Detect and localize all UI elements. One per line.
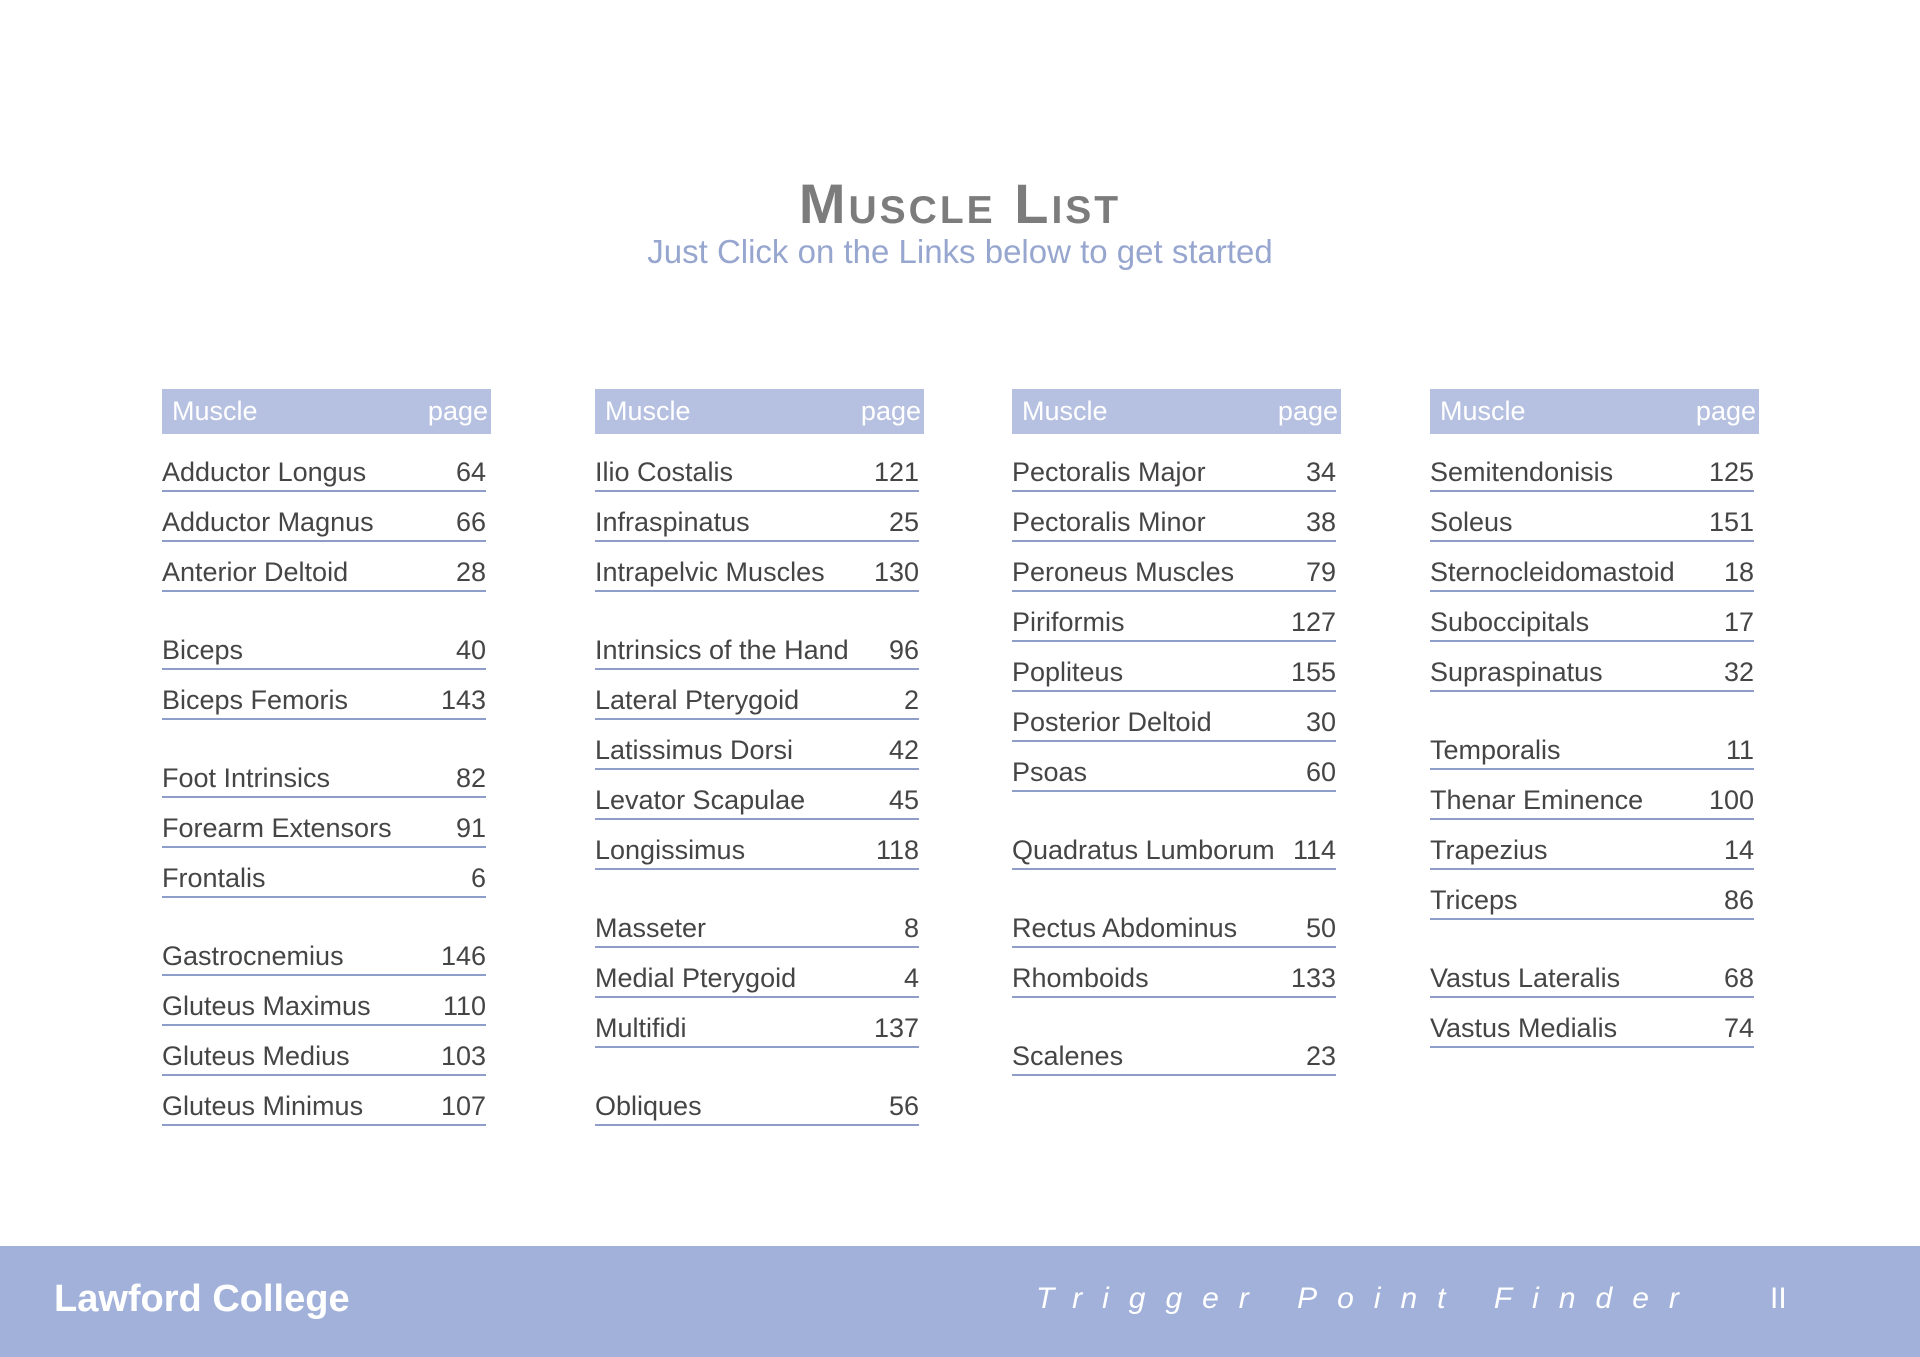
muscle-name: Longissimus [595,835,746,865]
muscle-column-1 [162,389,491,1128]
footer-tagline: Trigger Point Finder [1036,1282,1699,1315]
muscle-name: Trapezius [1430,835,1548,865]
page-number-link: 74 [1723,1013,1754,1043]
muscle-link[interactable] [162,622,486,670]
muscle-link[interactable] [162,672,486,720]
page-number-link: 86 [1723,885,1754,915]
muscle-column-2 [595,389,924,1128]
muscle-name: Psoas [1012,757,1088,787]
muscle-name: Triceps [1430,885,1518,915]
muscle-link-list [595,444,919,1126]
muscle-link[interactable] [1430,544,1754,592]
muscle-name: Gastrocnemius [162,941,344,971]
column-header-muscle: Muscle [1440,396,1526,426]
page-number-link: 100 [1708,785,1754,815]
page-number-link: 32 [1723,657,1754,687]
muscle-link[interactable] [595,950,919,998]
page-number-link: 143 [440,685,486,715]
muscle-link-list [162,444,486,1126]
muscle-link[interactable] [1430,950,1754,998]
muscle-link[interactable] [595,772,919,820]
muscle-name: Soleus [1430,507,1513,537]
muscle-link[interactable] [1430,722,1754,770]
column-header-page: page [1695,396,1756,426]
page-number-link: 23 [1305,1041,1336,1071]
muscle-name: Intrinsics of the Hand [595,635,849,665]
muscle-name: Suboccipitals [1430,607,1590,637]
muscle-link[interactable] [162,850,486,898]
muscle-name: Ilio Costalis [595,457,734,487]
muscle-name: Piriformis [1012,607,1125,637]
muscle-name: Popliteus [1012,657,1124,687]
muscle-link[interactable] [1012,694,1336,742]
page-number-link: 137 [873,1013,919,1043]
muscle-link[interactable] [1012,950,1336,998]
muscle-name: Intrapelvic Muscles [595,557,825,587]
muscle-link[interactable] [595,544,919,592]
page-number-link: 125 [1708,457,1754,487]
page-number-link: 2 [903,685,919,715]
muscle-link[interactable] [1430,772,1754,820]
page-number-link: 121 [873,457,919,487]
muscle-name: Infraspinatus [595,507,750,537]
page-number-link: 114 [1292,835,1336,865]
muscle-link[interactable] [162,978,486,1026]
page-number-link: 34 [1305,457,1336,487]
muscle-name: Biceps Femoris [162,685,349,715]
muscle-name: Frontalis [162,863,266,893]
muscle-link[interactable] [595,622,919,670]
muscle-link[interactable] [595,900,919,948]
page-number-link: 151 [1708,507,1754,537]
muscle-column-4 [1430,389,1759,1050]
muscle-name: Anterior Deltoid [162,557,349,587]
page-number-link: 11 [1725,735,1754,765]
page-number-link: 25 [888,507,919,537]
page-number-link: 40 [455,635,486,665]
page-number-link: 130 [873,557,919,587]
muscle-name: Forearm Extensors [162,813,392,843]
column-header-muscle: Muscle [172,396,258,426]
page-number-link: 127 [1290,607,1336,637]
page-number-link: 38 [1305,507,1336,537]
muscle-link[interactable] [1430,444,1754,492]
page-number-link: 60 [1305,757,1336,787]
page-number-link: 30 [1305,707,1336,737]
muscle-name: Lateral Pterygoid [595,685,800,715]
muscle-link[interactable] [1012,744,1336,792]
muscle-name: Temporalis [1430,735,1561,765]
page-number-link: 42 [888,735,919,765]
muscle-name: Pectoralis Minor [1012,507,1206,537]
page-number-link: 6 [470,863,486,893]
page-title: Muscle List [798,172,1122,235]
muscle-name: Supraspinatus [1430,657,1603,687]
page-number-link: 28 [455,557,486,587]
muscle-link[interactable] [1430,494,1754,542]
muscle-link[interactable] [1012,594,1336,642]
muscle-link[interactable] [1430,644,1754,692]
muscle-link[interactable] [1430,872,1754,920]
muscle-link[interactable] [162,1078,486,1126]
muscle-link[interactable] [595,822,919,870]
page-number-link: 133 [1290,963,1336,993]
muscle-name: Gluteus Minimus [162,1091,364,1121]
page-number-link: 107 [440,1091,486,1121]
muscle-name: Obliques [595,1091,702,1121]
muscle-link[interactable] [1012,822,1336,870]
page-number: II [1770,1282,1787,1315]
muscle-link[interactable] [595,672,919,720]
muscle-name: Latissimus Dorsi [595,735,794,765]
muscle-name: Vastus Medialis [1430,1013,1618,1043]
muscle-name: Gluteus Maximus [162,991,371,1021]
page-number-link: 155 [1290,657,1336,687]
muscle-name: Posterior Deltoid [1012,707,1212,737]
column-header [1430,389,1759,434]
muscle-name: Gluteus Medius [162,1041,350,1071]
muscle-name: Vastus Lateralis [1430,963,1621,993]
page-number-link: 14 [1723,835,1754,865]
page-number-link: 68 [1723,963,1754,993]
muscle-name: Biceps [162,635,244,665]
muscle-link[interactable] [1012,494,1336,542]
muscle-link[interactable] [162,444,486,492]
muscle-name: Rhomboids [1012,963,1149,993]
page-number-link: 17 [1723,607,1754,637]
muscle-link[interactable] [162,750,486,798]
page-number-link: 96 [888,635,919,665]
muscle-link[interactable] [595,1078,919,1126]
muscle-name: Multifidi [595,1013,687,1043]
muscle-name: Adductor Magnus [162,507,374,537]
column-header [162,389,491,434]
muscle-link[interactable] [1012,900,1336,948]
muscle-link[interactable] [1012,544,1336,592]
muscle-link[interactable] [595,1000,919,1048]
muscle-link[interactable] [1430,822,1754,870]
muscle-link[interactable] [595,722,919,770]
page-number-link: 56 [888,1091,919,1121]
column-header-page: page [427,396,488,426]
page-number-link: 8 [903,913,919,943]
page-number-link: 118 [875,835,919,865]
muscle-link[interactable] [162,494,486,542]
muscle-name: Scalenes [1012,1041,1124,1071]
muscle-link[interactable] [162,928,486,976]
muscle-name: Masseter [595,913,707,943]
page-number-link: 79 [1305,557,1336,587]
muscle-name: Adductor Longus [162,457,367,487]
muscle-name: Pectoralis Major [1012,457,1206,487]
column-header-page: page [860,396,921,426]
column-header-muscle: Muscle [605,396,691,426]
muscle-link[interactable] [1012,644,1336,692]
muscle-link[interactable] [595,444,919,492]
muscle-name: Semitendonisis [1430,457,1614,487]
page-number-link: 64 [455,457,486,487]
muscle-name: Medial Pterygoid [595,963,797,993]
page-number-link: 110 [442,991,486,1021]
column-header [595,389,924,434]
page-number-link: 66 [455,507,486,537]
muscle-link[interactable] [1430,1000,1754,1048]
footer-bar [0,1246,1920,1357]
page-number-link: 50 [1305,913,1336,943]
muscle-link-list [1430,444,1754,1048]
muscle-link-list [1012,444,1336,1076]
muscle-link[interactable] [162,800,486,848]
page-number-link: 18 [1723,557,1754,587]
muscle-name: Foot Intrinsics [162,763,331,793]
page-number-link: 103 [440,1041,486,1071]
college-name: Lawford College [54,1278,350,1320]
muscle-column-3 [1012,389,1341,1078]
page-number-link: 82 [455,763,486,793]
page-number-link: 91 [455,813,486,843]
muscle-name: Levator Scapulae [595,785,806,815]
muscle-name: Rectus Abdominus [1012,913,1238,943]
muscle-link[interactable] [1012,444,1336,492]
muscle-link[interactable] [595,494,919,542]
column-header-muscle: Muscle [1022,396,1108,426]
column-header [1012,389,1341,434]
page-subtitle: Just Click on the Links below to get started [647,233,1273,270]
muscle-name: Sternocleidomastoid [1430,557,1675,587]
muscle-link[interactable] [162,1028,486,1076]
page-number-link: 45 [888,785,919,815]
muscle-link[interactable] [1430,594,1754,642]
muscle-name: Peroneus Muscles [1012,557,1235,587]
page-number-link: 4 [903,963,919,993]
muscle-name: Thenar Eminence [1430,785,1644,815]
muscle-name: Quadratus Lumborum [1012,835,1275,865]
column-header-page: page [1277,396,1338,426]
page-number-link: 146 [440,941,486,971]
muscle-link[interactable] [162,544,486,592]
muscle-link[interactable] [1012,1028,1336,1076]
